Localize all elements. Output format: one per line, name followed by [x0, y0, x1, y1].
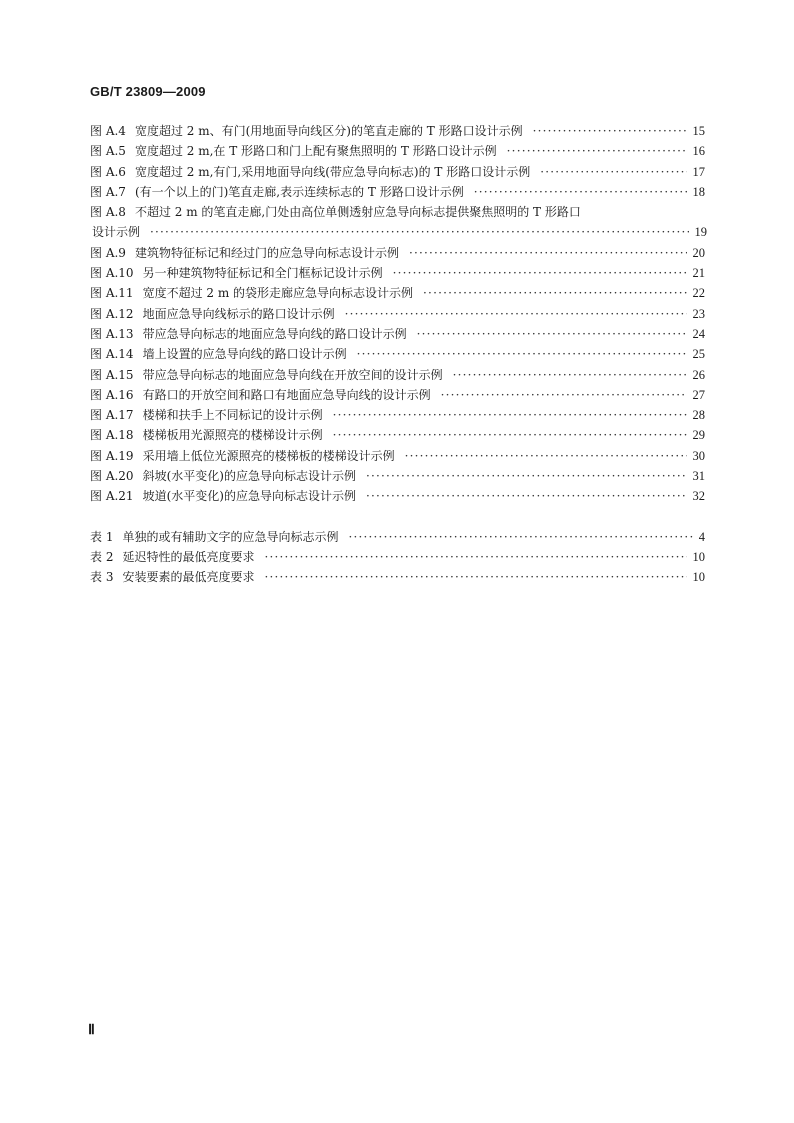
page-number: 28: [692, 408, 705, 423]
toc-entry-table[interactable]: [90, 547, 705, 567]
toc-entry-figure[interactable]: [90, 304, 705, 324]
figure-number: 图 A.8: [90, 205, 126, 220]
figure-title: 墙上设置的应急导向线的路口设计示例: [142, 347, 347, 362]
figure-number: 图 A.6: [90, 164, 126, 179]
dot-leader: [357, 344, 687, 364]
toc-entry-figure[interactable]: [90, 141, 705, 161]
figure-number: 图 A.14: [90, 347, 134, 362]
figure-title-continuation: 设计示例: [92, 225, 141, 240]
figure-title: 宽度超过 2 m,有门,采用地面导向线(带应急导向标志)的 T 形路口设计示例: [134, 164, 531, 179]
page-number-roman: Ⅱ: [88, 1023, 96, 1038]
toc-entry-figure[interactable]: [90, 283, 705, 303]
figure-title: 宽度超过 2 m、有门(用地面导向线区分)的笔直走廊的 T 形路口设计示例: [134, 124, 523, 138]
figure-title: 带应急导向标志的地面应急导向线的路口设计示例: [142, 326, 407, 341]
dot-leader: [423, 283, 686, 303]
toc-entry-figure[interactable]: [90, 344, 705, 364]
figure-number: 图 A.13: [90, 326, 134, 341]
page-number: 29: [692, 428, 705, 443]
figure-number: 图 A.11: [90, 286, 134, 301]
section-gap: [90, 507, 705, 527]
dot-leader: [333, 425, 687, 445]
page-number: 16: [692, 144, 705, 159]
page-number: 19: [694, 225, 707, 240]
dot-leader: [533, 121, 687, 141]
dot-leader: [345, 304, 687, 324]
table-title: 安装要素的最低亮度要求: [122, 570, 255, 585]
toc-entry-figure[interactable]: [90, 365, 705, 385]
figure-title: 楼梯和扶手上不同标记的设计示例: [142, 408, 323, 423]
figure-number: 图 A.20: [90, 469, 134, 484]
toc-entry-figure[interactable]: [90, 385, 705, 405]
figure-title: 带应急导向标志的地面应急导向线在开放空间的设计示例: [142, 367, 443, 382]
page-number: 20: [692, 245, 705, 260]
page-number: 15: [692, 124, 705, 138]
table-number: 表 3: [90, 570, 114, 585]
figure-number: 图 A.16: [90, 387, 134, 402]
toc-entry-table[interactable]: [90, 527, 705, 547]
toc-entry-figure[interactable]: [90, 162, 705, 182]
toc-entry-figure[interactable]: [90, 405, 705, 425]
figure-number: 图 A.18: [90, 428, 134, 443]
dot-leader: [453, 365, 687, 385]
table-title: 单独的或有辅助文字的应急导向标志示例: [122, 529, 339, 544]
dot-leader: [393, 263, 687, 283]
page-number: 21: [692, 266, 705, 281]
toc-entry-figure[interactable]: [90, 466, 705, 486]
figure-title: 宽度不超过 2 m 的袋形走廊应急导向标志设计示例: [142, 286, 414, 301]
figure-title: 另一种建筑物特征标记和全门框标记设计示例: [142, 266, 383, 281]
figure-number: 图 A.15: [90, 367, 134, 382]
toc-entry-figure[interactable]: [90, 324, 705, 344]
toc-entry-figure[interactable]: [90, 121, 705, 141]
figure-title: 不超过 2 m 的笔直走廊,门处由高位单侧透射应急导向标志提供聚焦照明的 T 形路口: [134, 205, 581, 220]
page-number: 10: [692, 549, 705, 564]
page-number: 18: [692, 184, 705, 199]
figure-title: 宽度超过 2 m,在 T 形路口和门上配有聚焦照明的 T 形路口设计示例: [134, 144, 497, 159]
document-code: GB/T 23809—2009: [90, 84, 206, 99]
toc-entry-figure[interactable]: [90, 486, 705, 506]
page-number: 30: [692, 448, 705, 463]
toc-entry-figure[interactable]: [90, 425, 705, 445]
figure-title: 有路口的开放空间和路口有地面应急导向线的设计示例: [142, 387, 431, 402]
dot-leader: [417, 324, 687, 344]
table-of-contents: [90, 121, 705, 588]
page-number: 25: [692, 347, 705, 362]
page-number: 22: [692, 286, 705, 301]
figure-title: 坡道(水平变化)的应急导向标志设计示例: [142, 489, 356, 504]
page-number: 26: [692, 367, 705, 382]
toc-entry-figure[interactable]: [90, 243, 705, 263]
figure-title: 采用墙上低位光源照亮的楼梯板的楼梯设计示例: [142, 448, 395, 463]
dot-leader: [150, 222, 688, 242]
dot-leader: [441, 385, 687, 405]
figure-number: 图 A.12: [90, 306, 134, 321]
figure-number: 图 A.17: [90, 408, 134, 423]
figure-number: 图 A.21: [90, 489, 134, 504]
page-number: 10: [692, 570, 705, 585]
figure-title: 建筑物特征标记和经过门的应急导向标志设计示例: [134, 245, 399, 260]
page-number: 27: [692, 387, 705, 402]
toc-entry-figure[interactable]: [90, 182, 705, 202]
figure-number: 图 A.9: [90, 245, 126, 260]
figure-number: 图 A.19: [90, 448, 134, 463]
figure-title: 楼梯板用光源照亮的楼梯设计示例: [142, 428, 323, 443]
page-number: 32: [692, 489, 705, 504]
dot-leader: [540, 162, 686, 182]
table-number: 表 1: [90, 529, 114, 544]
dot-leader: [474, 182, 687, 202]
table-number: 表 2: [90, 549, 114, 564]
page-number: 23: [692, 306, 705, 321]
figure-number: 图 A.5: [90, 144, 126, 159]
page-number: 17: [692, 164, 705, 179]
dot-leader: [333, 405, 687, 425]
toc-entry-figure[interactable]: [90, 446, 705, 466]
figure-number: 图 A.4: [90, 124, 126, 138]
figure-title: (有一个以上的门)笔直走廊,表示连续标志的 T 形路口设计示例: [134, 184, 464, 199]
dot-leader: [405, 446, 687, 466]
toc-entry-figure[interactable]: [90, 263, 705, 283]
figure-title: 地面应急导向线标示的路口设计示例: [142, 306, 335, 321]
figure-number: 图 A.10: [90, 266, 134, 281]
table-title: 延迟特性的最低亮度要求: [122, 549, 255, 564]
dot-leader: [348, 527, 692, 547]
dot-leader: [366, 486, 687, 506]
page-number: 31: [692, 469, 705, 484]
figure-number: 图 A.7: [90, 184, 126, 199]
page-number: 24: [692, 326, 705, 341]
dot-leader: [507, 141, 687, 161]
dot-leader: [409, 243, 687, 263]
toc-entry-table[interactable]: [90, 567, 705, 587]
page-number: 4: [698, 529, 705, 544]
dot-leader: [264, 567, 686, 587]
figure-title: 斜坡(水平变化)的应急导向标志设计示例: [142, 469, 356, 484]
dot-leader: [366, 466, 687, 486]
dot-leader: [264, 547, 686, 567]
toc-entry-figure[interactable]: [90, 202, 705, 243]
